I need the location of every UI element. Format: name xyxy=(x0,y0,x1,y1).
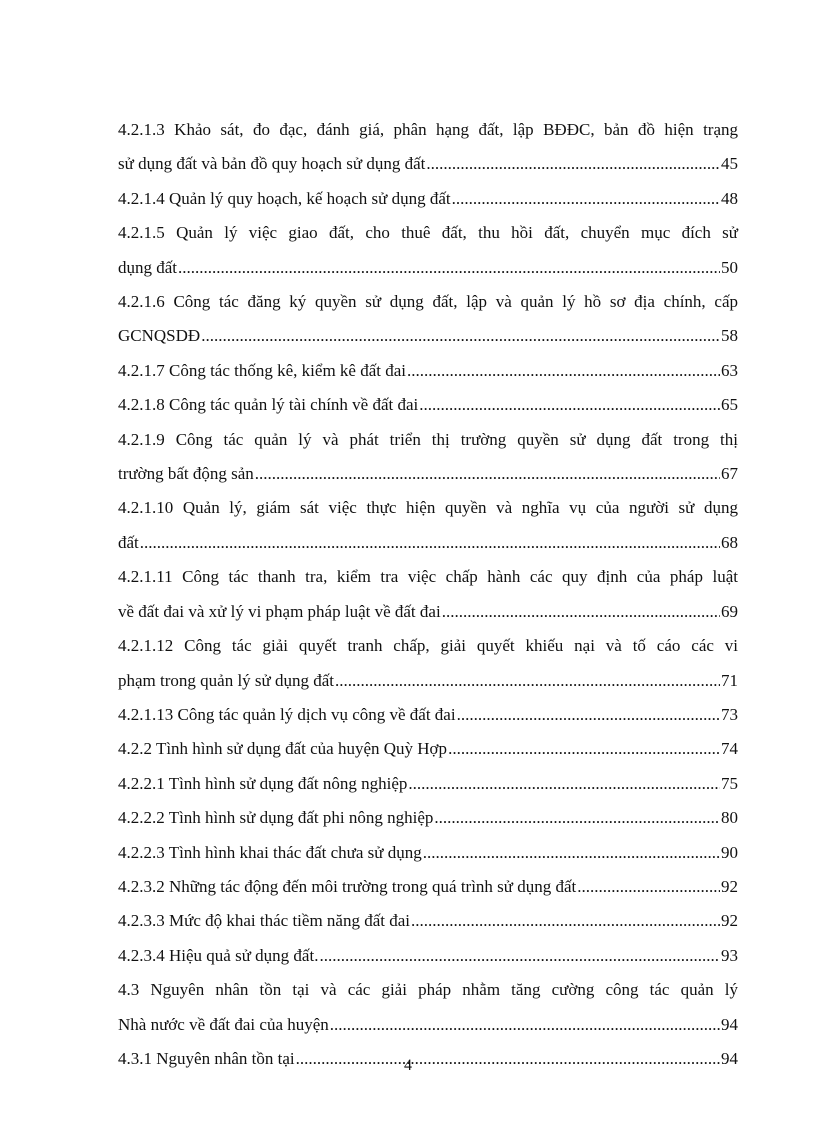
toc-entry-page: 73 xyxy=(721,704,738,724)
toc-entry-row xyxy=(118,147,738,181)
dot-leader xyxy=(457,698,720,732)
dot-leader xyxy=(407,354,720,388)
toc-entry[interactable] xyxy=(118,629,738,698)
toc-entry-row xyxy=(118,388,738,422)
toc-entry[interactable] xyxy=(118,767,738,801)
toc-entry-row xyxy=(118,182,738,216)
toc-entry-page: 67 xyxy=(721,464,738,484)
dot-leader xyxy=(423,836,720,870)
toc-entry-page: 48 xyxy=(721,188,738,208)
toc-entry[interactable] xyxy=(118,836,738,870)
toc-entry-page: 71 xyxy=(721,670,738,690)
toc-entry-row xyxy=(118,457,738,491)
toc-entry-page: 50 xyxy=(721,257,738,277)
toc-entry-page: 65 xyxy=(721,395,738,415)
dot-leader xyxy=(140,526,720,560)
toc-entry[interactable] xyxy=(118,732,738,766)
toc-entry-row xyxy=(118,767,738,801)
toc-entry-row xyxy=(118,870,738,904)
toc-entry-page: 80 xyxy=(721,808,738,828)
toc-entry-heading-line: 4.3 Nguyên nhân tồn tại và các giải pháp nhằm tăng cường công tác quản lý xyxy=(118,980,738,1000)
toc-entry-row xyxy=(118,595,738,629)
dot-leader xyxy=(335,664,720,698)
toc-entry-title: GCNQSDĐ xyxy=(118,326,201,346)
toc-entry-title: 4.2.3.2 Những tác động đến môi trường trong quá trình sử dụng đất xyxy=(118,876,577,896)
toc-entry-heading-line: 4.2.1.12 Công tác giải quyết tranh chấp, giải quyết khiếu nại và tố cáo các vi xyxy=(118,636,738,656)
toc-entry[interactable] xyxy=(118,182,738,216)
table-of-contents xyxy=(118,113,738,1076)
dot-leader xyxy=(452,182,720,216)
dot-leader xyxy=(411,904,720,938)
toc-entry-title: 4.3.1 Nguyên nhân tồn tại xyxy=(118,1048,295,1068)
toc-entry[interactable] xyxy=(118,801,738,835)
toc-entry-page: 94 xyxy=(721,1014,738,1034)
toc-entry-heading-line: 4.2.1.10 Quản lý, giám sát việc thực hiện quyền và nghĩa vụ của người sử dụng xyxy=(118,498,738,518)
toc-entry-row xyxy=(118,354,738,388)
toc-entry[interactable] xyxy=(118,904,738,938)
toc-entry[interactable] xyxy=(118,491,738,560)
toc-entry-row xyxy=(118,732,738,766)
dot-leader xyxy=(319,939,720,973)
toc-entry-title: 4.2.2.1 Tình hình sử dụng đất nông nghiệp xyxy=(118,773,408,793)
dot-leader xyxy=(201,319,720,353)
toc-entry-title: 4.2.2.3 Tình hình khai thác đất chưa sử dụng xyxy=(118,842,422,862)
toc-entry-heading-line: 4.2.1.5 Quản lý việc giao đất, cho thuê đất, thu hồi đất, chuyển mục đích sử xyxy=(118,223,738,243)
toc-entry-row xyxy=(118,1008,738,1042)
toc-entry-heading-line: 4.2.1.3 Khảo sát, đo đạc, đánh giá, phân hạng đất, lập BĐĐC, bản đồ hiện trạng xyxy=(118,120,738,139)
toc-entry[interactable] xyxy=(118,560,738,629)
toc-entry-title: 4.2.3.3 Mức độ khai thác tiềm năng đất đai xyxy=(118,911,411,931)
dot-leader xyxy=(178,251,720,285)
dot-leader xyxy=(408,767,720,801)
dot-leader xyxy=(419,388,720,422)
toc-entry-page: 69 xyxy=(721,601,738,621)
toc-entry-title: dụng đất xyxy=(118,257,178,277)
toc-entry[interactable] xyxy=(118,939,738,973)
toc-entry[interactable] xyxy=(118,388,738,422)
dot-leader xyxy=(448,732,720,766)
toc-entry-page: 68 xyxy=(721,532,738,552)
dot-leader xyxy=(442,595,720,629)
toc-entry[interactable] xyxy=(118,973,738,1042)
toc-entry-heading-line: 4.2.1.11 Công tác thanh tra, kiểm tra việc chấp hành các quy định của pháp luật xyxy=(118,567,738,587)
toc-entry-title: 4.2.1.4 Quản lý quy hoạch, kế hoạch sử dụng đất xyxy=(118,188,451,208)
toc-entry[interactable] xyxy=(118,285,738,354)
dot-leader xyxy=(577,870,720,904)
toc-entry-row xyxy=(118,526,738,560)
toc-entry-heading-line: 4.2.1.6 Công tác đăng ký quyền sử dụng đất, lập và quản lý hồ sơ địa chính, cấp xyxy=(118,292,738,312)
toc-entry-row xyxy=(118,319,738,353)
toc-entry-page: 92 xyxy=(721,876,738,896)
toc-entry-row xyxy=(118,698,738,732)
toc-entry-title: sử dụng đất và bản đồ quy hoạch sử dụng đất xyxy=(118,154,426,174)
toc-entry-page: 92 xyxy=(721,911,738,931)
toc-entry-page: 93 xyxy=(721,945,738,965)
toc-entry-page: 45 xyxy=(721,154,738,174)
toc-entry-title: Nhà nước về đất đai của huyện xyxy=(118,1014,329,1034)
toc-entry[interactable] xyxy=(118,423,738,492)
dot-leader xyxy=(434,801,720,835)
toc-entry[interactable] xyxy=(118,216,738,285)
toc-entry-page: 63 xyxy=(721,360,738,380)
toc-entry-title: 4.2.2 Tình hình sử dụng đất của huyện Quỳ Hợp xyxy=(118,739,448,759)
toc-entry-page: 74 xyxy=(721,739,738,759)
toc-entry-page: 90 xyxy=(721,842,738,862)
toc-entry-title: phạm trong quản lý sử dụng đất xyxy=(118,670,335,690)
toc-entry-title: 4.2.1.8 Công tác quản lý tài chính về đất đai xyxy=(118,395,419,415)
toc-entry-title: trường bất động sản xyxy=(118,464,254,484)
toc-entry-row xyxy=(118,664,738,698)
dot-leader xyxy=(330,1008,720,1042)
toc-entry-row xyxy=(118,939,738,973)
toc-entry-row xyxy=(118,801,738,835)
toc-entry-page: 94 xyxy=(721,1048,738,1068)
toc-entry-title: 4.2.1.7 Công tác thống kê, kiểm kê đất đai xyxy=(118,360,406,380)
toc-entry-title: đất xyxy=(118,532,139,552)
toc-entry-title: về đất đai và xử lý vi phạm pháp luật về đất đai xyxy=(118,601,441,621)
toc-entry-heading-line: 4.2.1.9 Công tác quản lý và phát triển thị trường quyền sử dụng đất trong thị xyxy=(118,429,738,449)
dot-leader xyxy=(426,147,720,181)
toc-entry-row xyxy=(118,251,738,285)
toc-entry-title: 4.2.3.4 Hiệu quả sử dụng đất. xyxy=(118,945,319,965)
toc-entry-title: 4.2.1.13 Công tác quản lý dịch vụ công về đất đai xyxy=(118,704,456,724)
toc-entry-row xyxy=(118,904,738,938)
toc-entry[interactable] xyxy=(118,113,738,182)
page-number: 4 xyxy=(404,1057,412,1074)
toc-entry-title: 4.2.2.2 Tình hình sử dụng đất phi nông nghiệp xyxy=(118,808,434,828)
dot-leader xyxy=(255,457,720,491)
toc-entry[interactable] xyxy=(118,698,738,732)
toc-entry[interactable] xyxy=(118,870,738,904)
toc-entry[interactable] xyxy=(118,354,738,388)
toc-entry-page: 75 xyxy=(721,773,738,793)
toc-entry-page: 58 xyxy=(721,326,738,346)
toc-entry-row xyxy=(118,836,738,870)
